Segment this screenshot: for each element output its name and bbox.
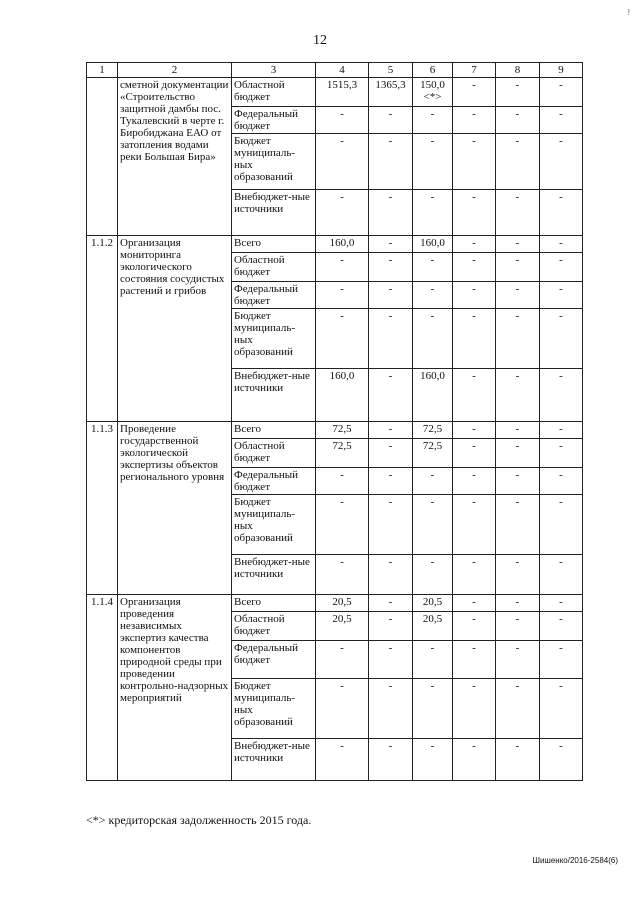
column-header-row	[87, 63, 583, 78]
amount-cell: -	[369, 422, 413, 439]
amount-cell: -	[453, 555, 496, 595]
amount-cell: -	[496, 107, 540, 134]
item-name: Организация мониторинга экологического состояния сосудистых растений и грибов	[118, 236, 232, 422]
table-row	[87, 236, 583, 253]
funding-source: Областной бюджет	[232, 439, 316, 468]
amount-cell: -	[413, 107, 453, 134]
amount-cell: -	[496, 134, 540, 190]
funding-source: Федеральный бюджет	[232, 468, 316, 495]
amount-cell: 1515,3	[316, 78, 369, 107]
amount-cell: -	[453, 468, 496, 495]
amount-cell: -	[540, 641, 583, 679]
budget-table	[86, 62, 583, 781]
amount-cell: -	[540, 253, 583, 282]
amount-cell: -	[496, 309, 540, 369]
table-row	[87, 595, 583, 612]
funding-source: Внебюджет-ные источники	[232, 739, 316, 781]
amount-cell: -	[316, 107, 369, 134]
item-number: 1.1.2	[87, 236, 118, 422]
amount-cell: -	[496, 641, 540, 679]
amount-cell: -	[369, 236, 413, 253]
amount-cell: -	[453, 253, 496, 282]
amount-cell: -	[413, 253, 453, 282]
amount-cell: -	[316, 253, 369, 282]
amount-cell: -	[413, 282, 453, 309]
amount-cell: -	[496, 78, 540, 107]
amount-cell: -	[453, 134, 496, 190]
amount-cell: 160,0	[316, 236, 369, 253]
amount-cell: -	[496, 555, 540, 595]
amount-cell: -	[413, 134, 453, 190]
amount-cell: -	[369, 190, 413, 236]
amount-cell: -	[496, 236, 540, 253]
amount-cell: 20,5	[316, 595, 369, 612]
amount-cell: -	[413, 555, 453, 595]
amount-cell: -	[413, 495, 453, 555]
amount-cell: -	[496, 679, 540, 739]
amount-cell: -	[453, 595, 496, 612]
amount-cell: -	[540, 679, 583, 739]
amount-cell: -	[453, 369, 496, 422]
amount-cell: 150,0 <*>	[413, 78, 453, 107]
amount-cell: 72,5	[413, 439, 453, 468]
column-header: 7	[453, 63, 496, 78]
funding-source: Федеральный бюджет	[232, 107, 316, 134]
funding-source: Внебюджет-ные источники	[232, 555, 316, 595]
amount-cell: 20,5	[413, 612, 453, 641]
amount-cell: 72,5	[316, 422, 369, 439]
amount-cell: -	[316, 134, 369, 190]
amount-cell: -	[369, 134, 413, 190]
amount-cell: -	[496, 190, 540, 236]
amount-cell: -	[453, 190, 496, 236]
amount-cell: -	[540, 612, 583, 641]
amount-cell: -	[453, 422, 496, 439]
column-header: 4	[316, 63, 369, 78]
amount-cell: 160,0	[413, 236, 453, 253]
document-stamp: Шишенко/2016-2584(6)	[532, 856, 618, 865]
funding-source: Внебюджет-ные источники	[232, 190, 316, 236]
amount-cell: -	[540, 78, 583, 107]
amount-cell: -	[369, 282, 413, 309]
amount-cell: -	[540, 468, 583, 495]
funding-source: Всего	[232, 236, 316, 253]
amount-cell: -	[453, 309, 496, 369]
amount-cell: -	[540, 422, 583, 439]
funding-source: Всего	[232, 422, 316, 439]
column-header: 5	[369, 63, 413, 78]
page-number: 12	[313, 33, 327, 48]
amount-cell: -	[453, 739, 496, 781]
amount-cell: -	[316, 495, 369, 555]
amount-cell: -	[369, 309, 413, 369]
amount-cell: -	[496, 253, 540, 282]
funding-source: Федеральный бюджет	[232, 282, 316, 309]
table-row	[87, 78, 583, 107]
amount-cell: -	[540, 739, 583, 781]
amount-cell: -	[316, 282, 369, 309]
amount-cell: -	[369, 679, 413, 739]
funding-source: Областной бюджет	[232, 612, 316, 641]
amount-cell: 1365,3	[369, 78, 413, 107]
funding-source: Бюджет муниципаль-ных образований	[232, 134, 316, 190]
column-header: 8	[496, 63, 540, 78]
amount-cell: -	[496, 439, 540, 468]
column-header: 2	[118, 63, 232, 78]
amount-cell: -	[369, 107, 413, 134]
amount-cell: -	[453, 107, 496, 134]
amount-cell: -	[540, 495, 583, 555]
amount-cell: -	[316, 641, 369, 679]
amount-cell: 160,0	[413, 369, 453, 422]
amount-cell: -	[540, 107, 583, 134]
amount-cell: -	[316, 190, 369, 236]
amount-cell: -	[369, 253, 413, 282]
amount-cell: -	[540, 595, 583, 612]
funding-source: Федеральный бюджет	[232, 641, 316, 679]
amount-cell: -	[316, 309, 369, 369]
amount-cell: -	[369, 468, 413, 495]
funding-source: Бюджет муниципаль-ных образований	[232, 309, 316, 369]
amount-cell: -	[496, 595, 540, 612]
column-header: 1	[87, 63, 118, 78]
funding-source: Областной бюджет	[232, 253, 316, 282]
amount-cell: -	[413, 641, 453, 679]
amount-cell: -	[496, 422, 540, 439]
amount-cell: -	[453, 679, 496, 739]
amount-cell: 20,5	[316, 612, 369, 641]
item-name: сметной документации «Строительство защитной дамбы пос. Тукалевский в черте г. Биробиджана ЕАО от затопления водами реки Большая Бира»	[118, 78, 232, 236]
funding-source: Внебюджет-ные источники	[232, 369, 316, 422]
amount-cell: -	[413, 739, 453, 781]
amount-cell: -	[453, 439, 496, 468]
amount-cell: -	[540, 282, 583, 309]
footnote: <*> кредиторская задолженность 2015 года.	[86, 813, 312, 827]
amount-cell: -	[496, 369, 540, 422]
amount-cell: -	[369, 369, 413, 422]
amount-cell: -	[453, 641, 496, 679]
amount-cell: -	[316, 679, 369, 739]
amount-cell: -	[413, 468, 453, 495]
amount-cell: -	[316, 468, 369, 495]
amount-cell: 160,0	[316, 369, 369, 422]
funding-source: Областной бюджет	[232, 78, 316, 107]
amount-cell: -	[413, 309, 453, 369]
amount-cell: -	[453, 236, 496, 253]
amount-cell: -	[369, 495, 413, 555]
item-number: 1.1.4	[87, 595, 118, 781]
amount-cell: 72,5	[413, 422, 453, 439]
amount-cell: -	[540, 190, 583, 236]
amount-cell: -	[453, 282, 496, 309]
amount-cell: 72,5	[316, 439, 369, 468]
amount-cell: -	[496, 739, 540, 781]
amount-cell: -	[496, 612, 540, 641]
amount-cell: -	[453, 495, 496, 555]
item-name: Проведение государственной экологической экспертизы объектов регионального уровня	[118, 422, 232, 595]
amount-cell: -	[369, 739, 413, 781]
amount-cell: -	[369, 595, 413, 612]
amount-cell: -	[369, 555, 413, 595]
funding-source: Бюджет муниципаль-ных образований	[232, 679, 316, 739]
amount-cell: -	[540, 236, 583, 253]
amount-cell: -	[413, 190, 453, 236]
amount-cell: -	[453, 78, 496, 107]
item-number: 1.1.3	[87, 422, 118, 595]
amount-cell: -	[316, 555, 369, 595]
column-header: 9	[540, 63, 583, 78]
table-row	[87, 422, 583, 439]
amount-cell: -	[369, 612, 413, 641]
item-name: Организация проведения независимых экспертиз качества компонентов природной среды при проведении контрольно-надзорных мероприятий	[118, 595, 232, 781]
amount-cell: -	[496, 468, 540, 495]
edge-mark: !	[627, 8, 630, 17]
amount-cell: -	[369, 641, 413, 679]
item-number	[87, 78, 118, 236]
amount-cell: -	[496, 495, 540, 555]
amount-cell: -	[316, 739, 369, 781]
amount-cell: 20,5	[413, 595, 453, 612]
column-header: 3	[232, 63, 316, 78]
funding-source: Всего	[232, 595, 316, 612]
funding-source: Бюджет муниципаль-ных образований	[232, 495, 316, 555]
column-header: 6	[413, 63, 453, 78]
amount-cell: -	[540, 369, 583, 422]
amount-cell: -	[540, 134, 583, 190]
amount-cell: -	[540, 439, 583, 468]
amount-cell: -	[540, 555, 583, 595]
amount-cell: -	[496, 282, 540, 309]
amount-cell: -	[369, 439, 413, 468]
amount-cell: -	[540, 309, 583, 369]
amount-cell: -	[413, 679, 453, 739]
amount-cell: -	[453, 612, 496, 641]
